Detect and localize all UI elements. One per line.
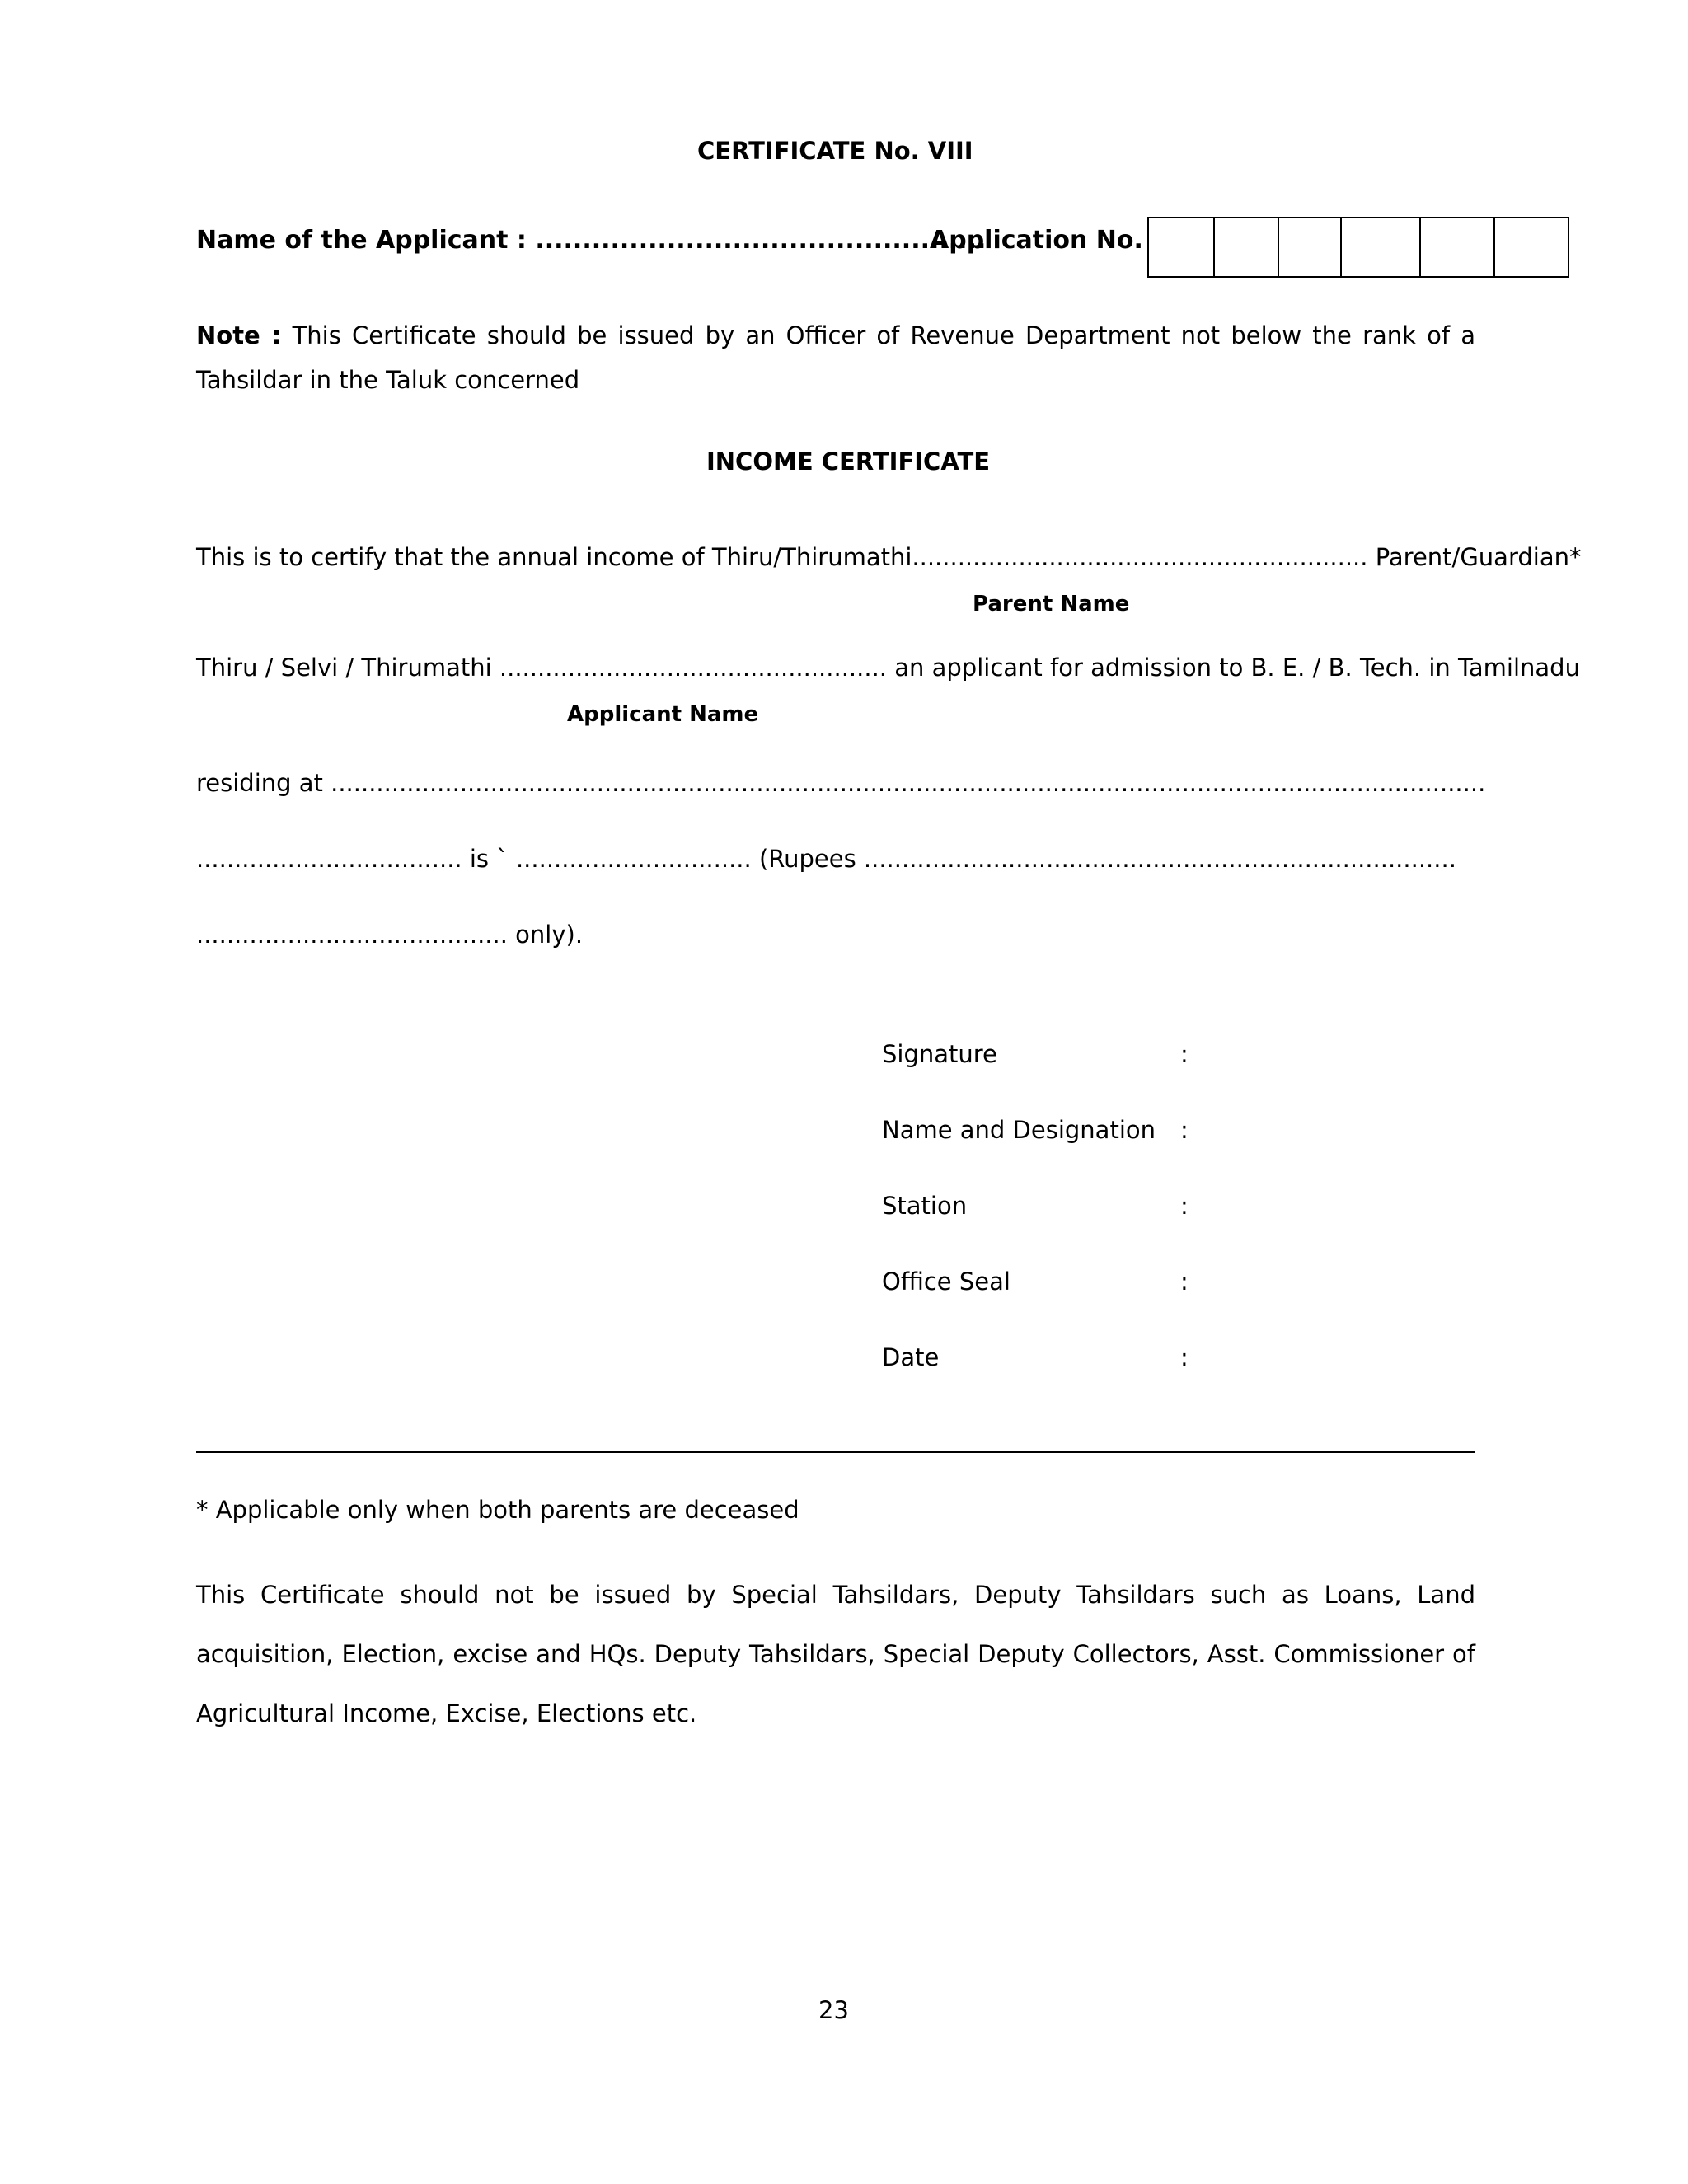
residing-at-line: residing at ........................................................................................................................................................ <box>196 769 1486 797</box>
application-no-box[interactable] <box>1493 218 1568 276</box>
certificate-number: CERTIFICATE No. VIII <box>697 137 973 165</box>
name-designation-label: Name and Designation <box>882 1116 1156 1144</box>
asterisk-footnote: * Applicable only when both parents are deceased <box>196 1496 799 1524</box>
income-words-line: ......................................... only). <box>196 921 584 949</box>
date-colon: : <box>1180 1343 1189 1371</box>
application-no-box[interactable] <box>1278 218 1340 276</box>
footnote-divider <box>196 1451 1475 1453</box>
note-paragraph <box>196 313 1475 402</box>
page-number: 23 <box>818 1996 849 2024</box>
application-no-boxes[interactable] <box>1147 217 1569 278</box>
note-label: Note : <box>196 321 282 349</box>
office-seal-colon: : <box>1180 1268 1189 1296</box>
application-no-box[interactable] <box>1340 218 1419 276</box>
signature-colon: : <box>1180 1040 1189 1068</box>
income-line-2: Thiru / Selvi / Thirumathi ................................................... an applicant for admission to B. E. / B. Tech. in Tamilnadu <box>196 654 1580 682</box>
station-colon: : <box>1180 1192 1189 1220</box>
restriction-footnote: This Certificate should not be issued by Special Tahsildars, Deputy Tahsildars such as Loans, Land acquisition, Election, excise and HQs. Deputy Tahsildars, Special Deputy Collectors, Asst. Commissioner of Agricultural Income, Excise, Elections etc. <box>196 1581 1475 1727</box>
income-amount-line: ................................... is ` ............................... (Rupees .............................................................................. <box>196 845 1456 873</box>
applicant-name-field[interactable]: Name of the Applicant : ................................................ <box>196 226 987 255</box>
applicant-name-caption: Applicant Name <box>567 702 759 727</box>
income-line-1: This is to certify that the annual income of Thiru/Thirumathi............................................................ Parent/Guardian* <box>196 543 1582 571</box>
application-no-label: Application No. <box>930 226 1143 255</box>
date-label: Date <box>882 1343 940 1371</box>
name-designation-colon: : <box>1180 1116 1189 1144</box>
office-seal-label: Office Seal <box>882 1268 1010 1296</box>
page-title: INCOME CERTIFICATE <box>706 448 991 476</box>
application-no-box[interactable] <box>1149 218 1213 276</box>
application-no-box[interactable] <box>1213 218 1278 276</box>
station-label: Station <box>882 1192 968 1220</box>
application-no-box[interactable] <box>1419 218 1493 276</box>
signature-label: Signature <box>882 1040 997 1068</box>
parent-name-caption: Parent Name <box>973 592 1130 616</box>
note-text: This Certificate should be issued by an Officer of Revenue Department not below the rank of a Tahsildar in the Taluk concerned <box>196 321 1476 394</box>
